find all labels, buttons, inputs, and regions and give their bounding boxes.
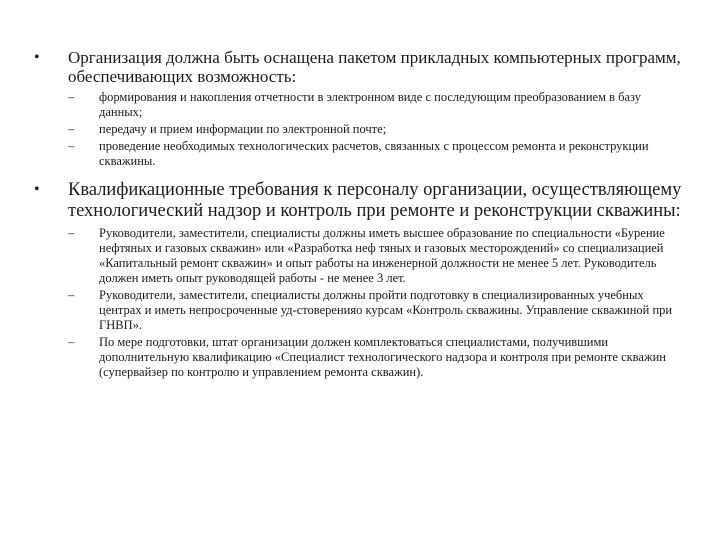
subitem-text: передачу и прием информации по электронной почте; <box>99 122 387 136</box>
dash-marker: – <box>68 122 75 136</box>
bullet-row-1 <box>34 48 684 86</box>
subitem-text: Руководители, заместители, специалисты должны пройти подготовку в специализированных учебных центрах и иметь непросроченные уд-стоверенияо курсам «Контроль скважины. Управление скважиной при ГНВП». <box>99 288 673 332</box>
bullet-marker: • <box>34 49 40 66</box>
subitem-text: формирования и накопления отчетности в электронном виде с последующим преобразованием в базу данных; <box>99 90 641 119</box>
subitem-text: По мере подготовки, штат организации должен комплектоваться специалистами, получившими дополнительную квалификацию «Специалист технологического надзора и контроля при ремонте скважин (супервайзер по контролю и управлением ремонта скважин). <box>99 335 666 379</box>
subitem-list <box>68 90 684 169</box>
subitem-list <box>68 226 684 380</box>
subitem <box>68 122 684 137</box>
subitem <box>68 226 684 286</box>
bullet-marker: • <box>34 181 40 198</box>
bullet-block-1 <box>34 48 684 171</box>
bullet-block-2 <box>34 180 684 382</box>
dash-marker: – <box>68 90 75 104</box>
dash-marker: – <box>68 335 75 349</box>
subitem-text: проведение необходимых технологических расчетов, связанных с процессом ремонта и реконструкции скважины. <box>99 139 649 168</box>
subitem <box>68 335 684 380</box>
subitem-text: Руководители, заместители, специалисты должны иметь высшее образование по специальности «Бурение нефтяных и газовых скважин» или «Разработка неф тяных и газовых месторождений» со специализацией «Капитальный ремонт скважин» и опыт работы на инженерной должности не менее 5 лет. Руководитель должен иметь опыт руководящей работы - не менее 3 лет. <box>99 226 665 285</box>
bullet-text: Квалификационные требования к персоналу организации, осуществляющему технологический надзор и контроль при ремонте и реконструкции скважины: <box>68 180 682 221</box>
subitem <box>68 288 684 333</box>
dash-marker: – <box>68 288 75 302</box>
subitem <box>68 90 684 120</box>
bullet-row-2 <box>34 180 684 222</box>
dash-marker: – <box>68 226 75 240</box>
bullet-text: Организация должна быть оснащена пакетом прикладных компьютерных программ, обеспечивающих возможность: <box>68 48 681 86</box>
subitem <box>68 139 684 169</box>
dash-marker: – <box>68 139 75 153</box>
